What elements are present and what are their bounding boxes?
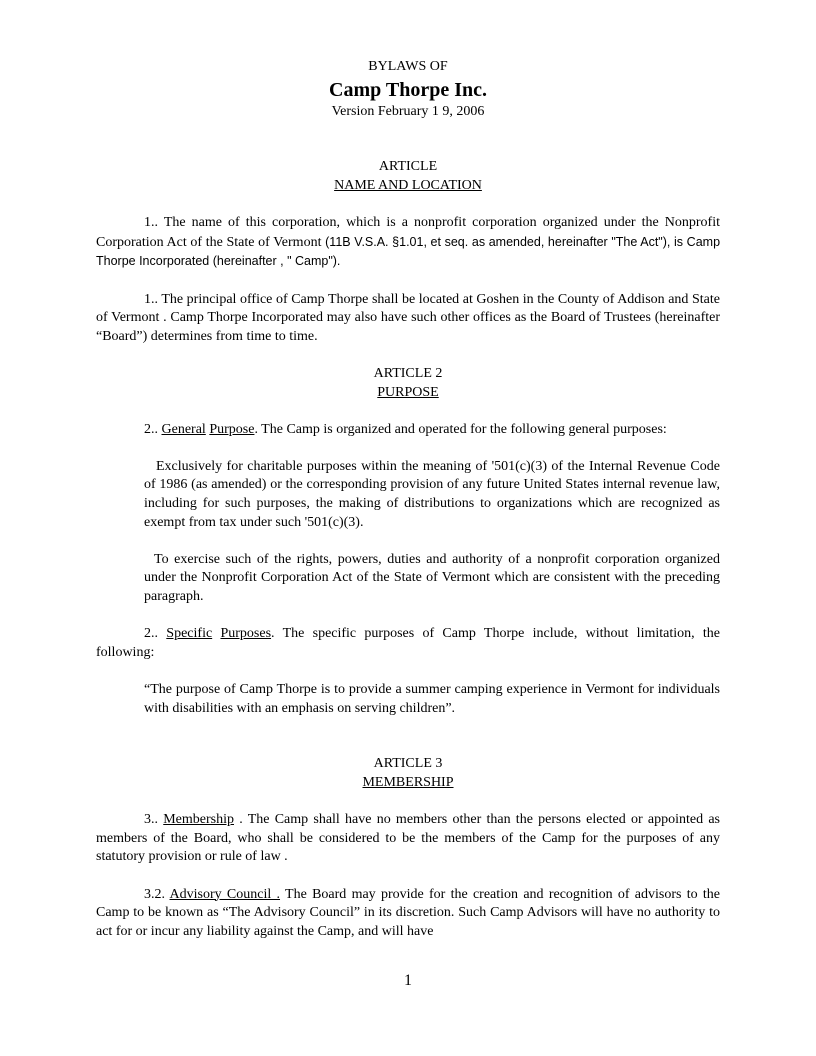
article-2-title: ARTICLE 2 bbox=[373, 365, 443, 381]
article-2-subtitle: PURPOSE bbox=[377, 384, 439, 400]
bylaws-heading: BYLAWS OF bbox=[368, 59, 448, 74]
section-text: The name of this corporation, which is a nonprofit corporation organized under the Nonprofit Corporation Act of the State of bbox=[96, 215, 721, 250]
section-text: . The specific purposes of Camp Thorpe include, without limitation, the following: bbox=[96, 626, 721, 660]
article-3-section-1 bbox=[96, 811, 720, 867]
section-number: 1.. bbox=[144, 291, 158, 307]
article-3-section-2 bbox=[96, 886, 720, 942]
org-name-title: Camp Thorpe Inc. bbox=[329, 78, 487, 101]
purpose-quote-2: To exercise such of the rights, powers, duties and authority of a nonprofit corporation organized under the Nonprofit Corporation Act of the State of Vermont which are consistent with the preceding paragraph. bbox=[144, 551, 720, 605]
article-3-title: ARTICLE 3 bbox=[373, 756, 443, 772]
section-number: 1.. bbox=[144, 215, 158, 231]
purpose-quote-3: “The purpose of Camp Thorpe is to provide a summer camping experience in Vermont for individuals with disabilities with an emphasis on serving children”. bbox=[144, 682, 720, 716]
article-1-section-1 bbox=[96, 214, 720, 272]
section-text: . The Camp shall have no members other than the persons elected or appointed as members of the Board, who shall be considered to be the members of the Camp for the purposes of any statutory provision or rule of law . bbox=[96, 812, 720, 865]
section-text: The principal office of Camp Thorpe shall be located at Goshen in the County of Addison and State of Vermont . Camp Thorpe Incorporated may also have such other offices as the Board of Trustees (hereinafter “Board”) determines from time to time. bbox=[96, 291, 720, 344]
document-page bbox=[96, 58, 720, 941]
article-2-section-2 bbox=[96, 625, 720, 662]
article-1-subtitle: NAME AND LOCATION bbox=[334, 177, 482, 193]
section-text-end: , is Camp Thorpe Incorporated (hereinafter , " Camp"). bbox=[96, 234, 721, 269]
version-line: Version February 1 9, 2006 bbox=[331, 103, 485, 119]
section-text: The Board may provide for the creation and recognition of advisors to the Camp to be known as “The Advisory Council” in its discretion. Such Camp Advisors will have no authority to act for or incur any liability against the Camp, and will have bbox=[96, 886, 720, 939]
statute-reference: (11B V.S.A. §1.01, et seq. as amended, hereinafter "The Act") bbox=[325, 234, 667, 249]
section-label: Purpose bbox=[209, 421, 255, 437]
section-number: 2.. bbox=[144, 421, 158, 437]
page-number: 1 bbox=[404, 972, 412, 989]
article-1-section-2 bbox=[96, 291, 720, 347]
section-label: General bbox=[161, 421, 206, 437]
section-label: Advisory Council . bbox=[169, 886, 281, 902]
article-2-section-1 bbox=[96, 421, 720, 440]
section-number: 2.. bbox=[144, 626, 158, 642]
section-text: . The Camp is organized and operated for the following general purposes: bbox=[254, 421, 667, 437]
article-3-subtitle: MEMBERSHIP bbox=[362, 774, 454, 790]
section-label: Purposes bbox=[220, 626, 272, 642]
section-number: 3.2. bbox=[144, 886, 165, 902]
section-label: Membership bbox=[163, 812, 234, 828]
state-name: Vermont bbox=[273, 234, 322, 250]
section-number: 3.. bbox=[144, 812, 158, 828]
section-label: Specific bbox=[166, 626, 213, 642]
purpose-quote-1: Exclusively for charitable purposes within the meaning of '501(c)(3) of the Internal Revenue Code of 1986 (as amended) or the corresponding provision of any future United States internal revenue law, including for such purposes, the making of distributions to organizations which are recognized as exempt from tax under such '501(c)(3). bbox=[144, 458, 720, 530]
article-1-title: ARTICLE bbox=[378, 159, 438, 175]
